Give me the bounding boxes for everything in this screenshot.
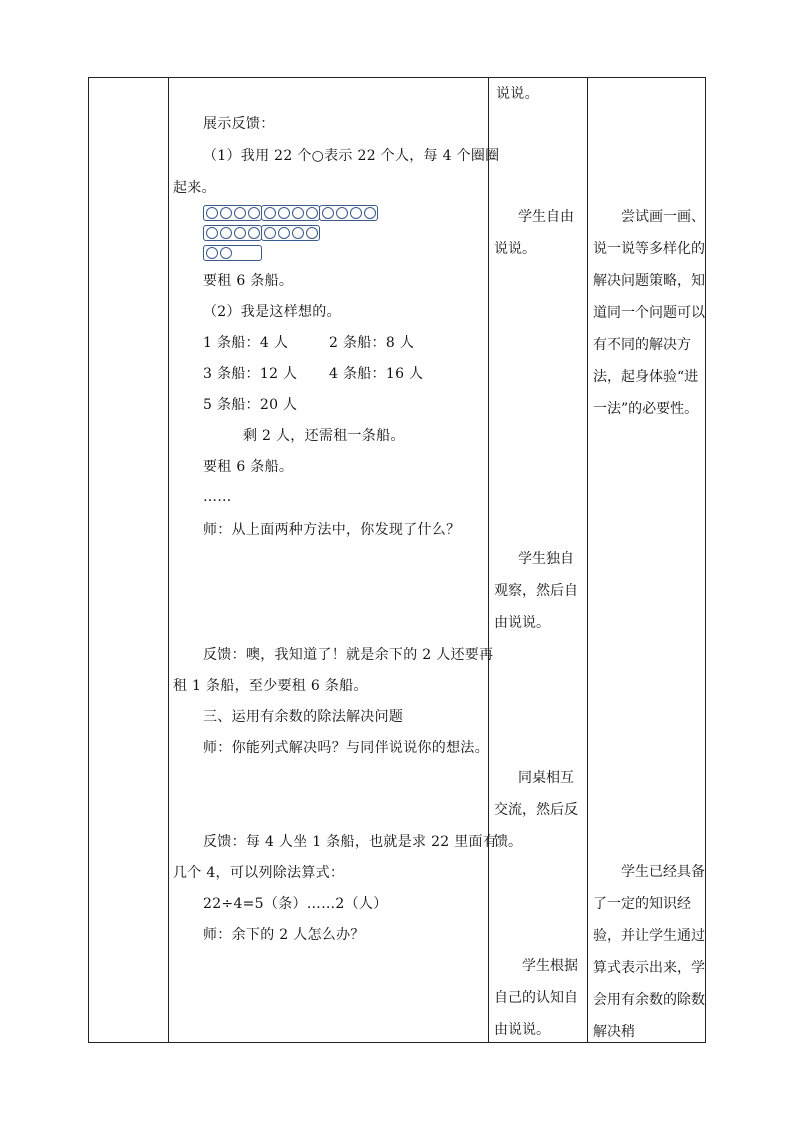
group-box xyxy=(203,205,262,221)
feedback3-line2: 几个 4，可以列除法算式： xyxy=(173,865,345,881)
teacher-question-3: 师：余下的 2 人怎么办？ xyxy=(203,927,365,943)
person-circle xyxy=(292,207,304,219)
teacher-question-2: 师：你能列式解决吗？与同伴说说你的想法。 xyxy=(203,740,489,756)
person-circle xyxy=(220,207,232,219)
person-circle xyxy=(220,247,232,259)
division-equation: 22÷4=5（条）……2（人） xyxy=(203,896,388,912)
person-circle xyxy=(264,227,276,239)
design-intent-1: 尝试画一画、说一说等多样化的解决问题策略，知道同一个问题可以有不同的解决方法，起身体验“进一法”的必要性。 xyxy=(593,209,705,417)
group-box xyxy=(261,205,320,221)
method1-line1: （1）我用 22 个○表示 22 个人，每 4 个圈圈 xyxy=(203,148,500,164)
column-divider xyxy=(168,78,169,1042)
teacher-question-1: 师：从上面两种方法中，你发现了什么？ xyxy=(203,522,461,538)
person-circle xyxy=(264,207,276,219)
method2-title: （2）我是这样想的。 xyxy=(203,304,341,320)
person-circle xyxy=(350,207,362,219)
person-circle xyxy=(248,207,260,219)
design-intent-2: 学生已经具备了一定的知识经验，并让学生通过算式表示出来，学会用有余数的除数解决稍 xyxy=(593,864,705,1040)
group-box-remainder xyxy=(203,245,262,261)
feedback2-line2: 租 1 条船，至少要租 6 条船。 xyxy=(173,678,368,694)
person-circle xyxy=(364,207,376,219)
person-circle xyxy=(306,227,318,239)
column-divider xyxy=(587,78,588,1042)
group-box xyxy=(203,225,262,241)
feedback-title: 展示反馈： xyxy=(203,116,275,132)
student-activity-continued: 说说。 xyxy=(496,86,539,102)
person-circle xyxy=(220,227,232,239)
student-activity-1: 学生自由说说。 xyxy=(494,209,574,257)
person-circle xyxy=(206,227,218,239)
student-activity-3: 同桌相互交流，然后反馈。 xyxy=(494,770,578,850)
student-activity-4: 学生根据自己的认知自由说说。 xyxy=(494,958,578,1038)
pair-left: 3 条船：12 人 xyxy=(203,366,298,382)
feedback3-line1: 反馈：每 4 人坐 1 条船，也就是求 22 里面有 xyxy=(203,834,498,850)
student-activity-2: 学生独自观察，然后自由说说。 xyxy=(494,551,578,631)
group-box xyxy=(261,225,320,241)
person-circle xyxy=(234,207,246,219)
result-1: 要租 6 条船。 xyxy=(203,273,294,289)
person-circle xyxy=(206,247,218,259)
person-circle xyxy=(248,227,260,239)
person-circle xyxy=(306,207,318,219)
person-circle xyxy=(278,207,290,219)
column-divider xyxy=(488,78,489,1042)
ellipsis: …… xyxy=(203,489,232,505)
pair-right: 2 条船：8 人 xyxy=(329,335,415,351)
feedback2-line1: 反馈：噢，我知道了！就是余下的 2 人还要再 xyxy=(203,647,494,663)
method1-line2: 起来。 xyxy=(173,180,216,196)
remainder-note: 剩 2 人，还需租一条船。 xyxy=(243,428,405,444)
person-circle xyxy=(234,227,246,239)
person-circle xyxy=(278,227,290,239)
person-circle xyxy=(322,207,334,219)
person-circle xyxy=(206,207,218,219)
pair-right: 4 条船：16 人 xyxy=(329,366,424,382)
person-circle xyxy=(336,207,348,219)
group-box xyxy=(319,205,378,221)
pair-left: 1 条船：4 人 xyxy=(203,335,289,351)
result-2: 要租 6 条船。 xyxy=(203,459,294,475)
section-3-heading: 三、运用有余数的除法解决问题 xyxy=(203,709,404,725)
person-circle xyxy=(292,227,304,239)
pair-left: 5 条船：20 人 xyxy=(203,397,298,413)
